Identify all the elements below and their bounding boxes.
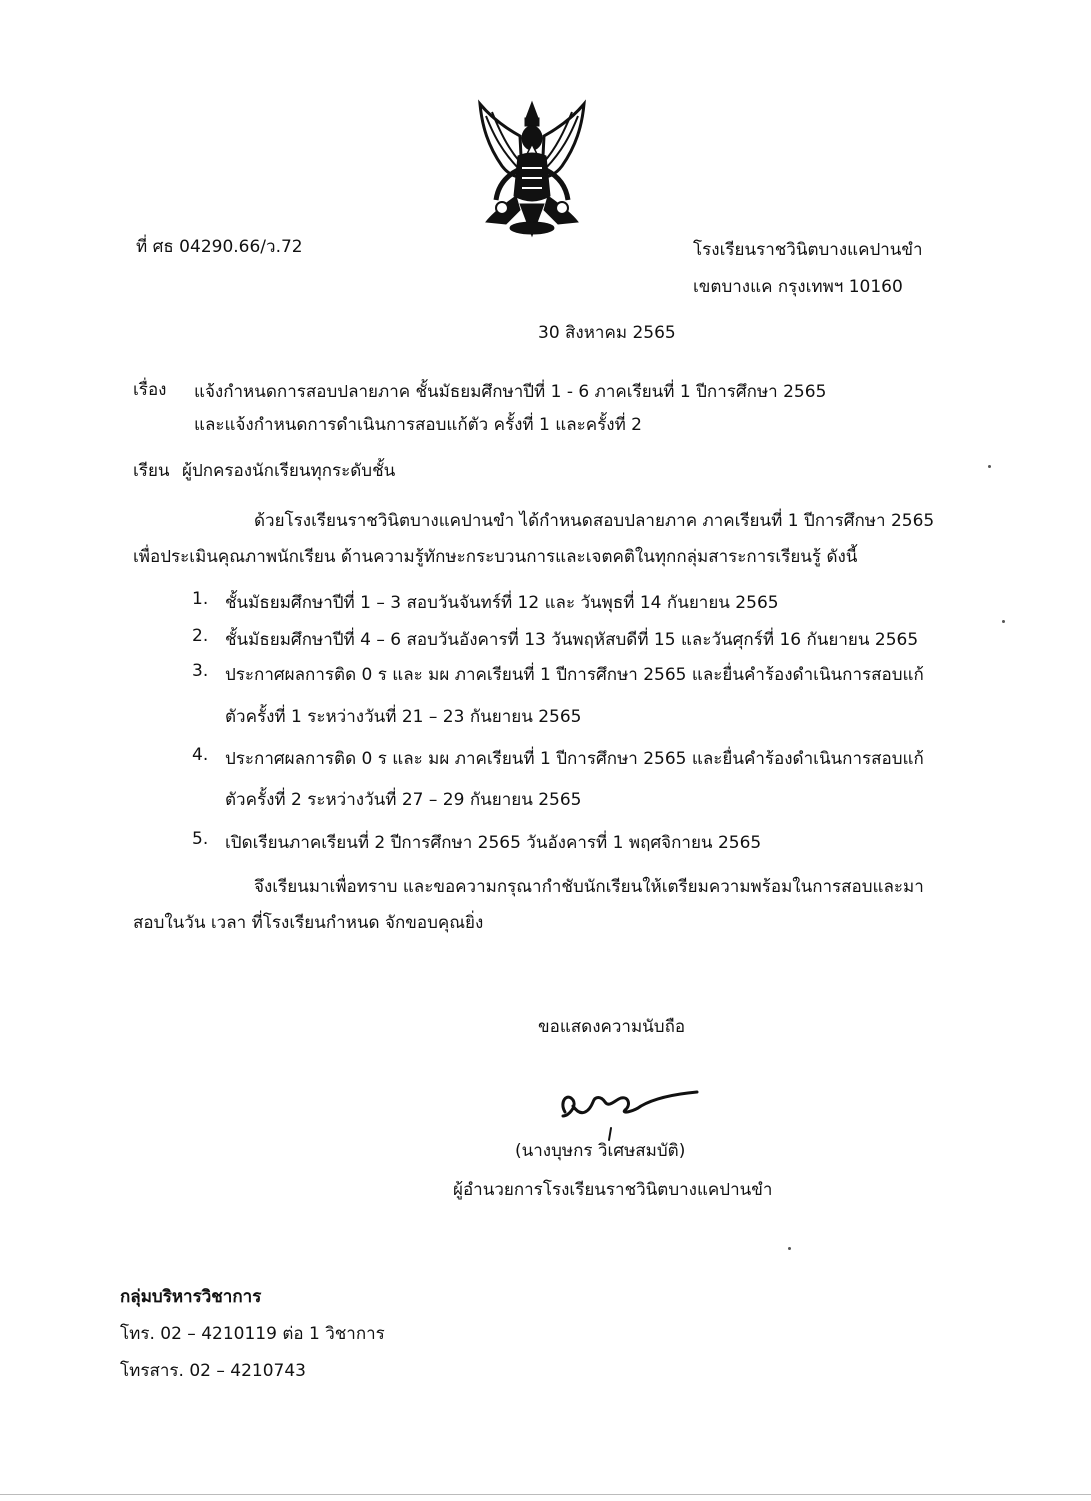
sender-name: โรงเรียนราชวินิตบางแคปานขำ (693, 240, 923, 260)
list-item-line-continued: ตัวครั้งที่ 1 ระหว่างวันที่ 21 – 23 กันยายน 2565 (225, 707, 582, 727)
letter-date: 30 สิงหาคม 2565 (538, 323, 676, 343)
closing-line-2: สอบในวัน เวลา ที่โรงเรียนกำหนด จักขอบคุณยิ่ง (133, 913, 484, 933)
regards: ขอแสดงความนับถือ (538, 1017, 686, 1037)
signer-name: (นางบุษกร วิเศษสมบัติ) (515, 1141, 686, 1161)
signer-title: ผู้อำนวยการโรงเรียนราชวินิตบางแคปานขำ (453, 1180, 773, 1200)
list-item-line: ประกาศผลการติด 0 ร และ มผ ภาคเรียนที่ 1 ปีการศึกษา 2565 และยื่นคำร้องดำเนินการสอบแก้ (225, 665, 924, 685)
closing-line-1: จึงเรียนมาเพื่อทราบ และขอความกรุณากำชับนักเรียนให้เตรียมความพร้อมในการสอบและมา (254, 877, 924, 897)
list-item-number: 3. (192, 661, 209, 681)
list-item-line: ชั้นมัธยมศึกษาปีที่ 4 – 6 สอบวันอังคารที่ 13 วันพฤหัสบดีที่ 15 และวันศุกร์ที่ 16 กันยายน 2565 (225, 630, 919, 650)
list-item-line: ประกาศผลการติด 0 ร และ มผ ภาคเรียนที่ 1 ปีการศึกษา 2565 และยื่นคำร้องดำเนินการสอบแก้ (225, 749, 924, 769)
reference-number: ที่ ศธ 04290.66/ว.72 (136, 237, 303, 257)
subject-label: เรื่อง (133, 380, 167, 400)
garuda-emblem (472, 96, 592, 246)
scan-speck (988, 465, 991, 468)
subject-line-1: แจ้งกำหนดการสอบปลายภาค ชั้นมัธยมศึกษาปีที่ 1 - 6 ภาคเรียนที่ 1 ปีการศึกษา 2565 (194, 382, 827, 402)
telephone: โทร. 02 – 4210119 ต่อ 1 วิชาการ (120, 1324, 385, 1344)
fax: โทรสาร. 02 – 4210743 (120, 1361, 306, 1381)
list-item-number: 1. (192, 589, 209, 609)
list-item-number: 4. (192, 745, 209, 765)
intro-line-2: เพื่อประเมินคุณภาพนักเรียน ด้านความรู้ทักษะกระบวนการและเจตคติในทุกกลุ่มสาระการเรียนรู้ ดังนี้ (133, 547, 858, 567)
list-item-line-continued: ตัวครั้งที่ 2 ระหว่างวันที่ 27 – 29 กันยายน 2565 (225, 790, 582, 810)
intro-line-1: ด้วยโรงเรียนราชวินิตบางแคปานขำ ได้กำหนดสอบปลายภาค ภาคเรียนที่ 1 ปีการศึกษา 2565 (254, 511, 935, 531)
department-name: กลุ่มบริหารวิชาการ (120, 1287, 262, 1307)
scan-speck (788, 1247, 791, 1250)
list-item-line: เปิดเรียนภาคเรียนที่ 2 ปีการศึกษา 2565 วันอังคารที่ 1 พฤศจิกายน 2565 (225, 833, 762, 853)
list-item-line: ชั้นมัธยมศึกษาปีที่ 1 – 3 สอบวันจันทร์ที่ 12 และ วันพุธที่ 14 กันยายน 2565 (225, 593, 779, 613)
sender-address: เขตบางแค กรุงเทพฯ 10160 (693, 277, 903, 297)
subject-line-2: และแจ้งกำหนดการดำเนินการสอบแก้ตัว ครั้งที่ 1 และครั้งที่ 2 (194, 415, 642, 435)
scan-edge-line (0, 1494, 1091, 1495)
salutation-value: ผู้ปกครองนักเรียนทุกระดับชั้น (182, 461, 396, 481)
list-item-number: 5. (192, 829, 209, 849)
list-item-number: 2. (192, 626, 209, 646)
scan-speck (1002, 620, 1005, 623)
salutation-label: เรียน (133, 461, 170, 481)
signature-mark (555, 1072, 705, 1142)
